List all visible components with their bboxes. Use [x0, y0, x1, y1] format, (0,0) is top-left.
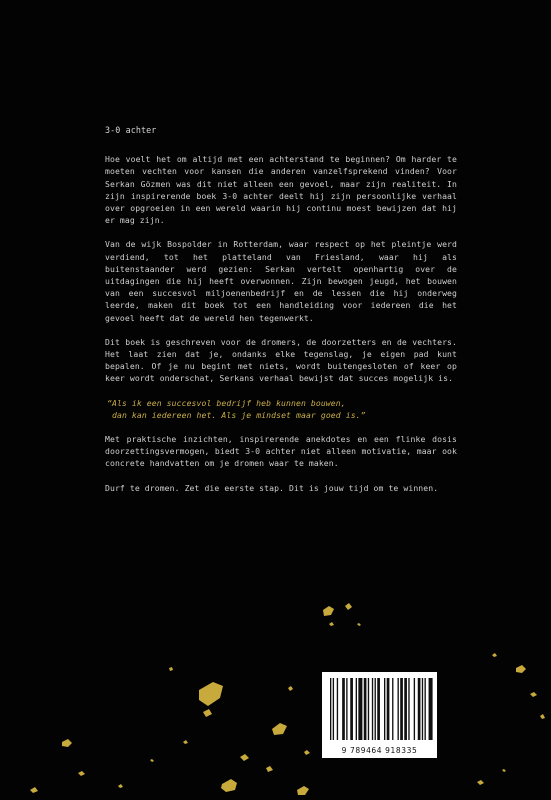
gold-flake	[62, 739, 72, 747]
barcode-bar	[350, 678, 353, 740]
barcode-bars	[322, 672, 437, 746]
gold-flake	[530, 692, 537, 697]
barcode-bar	[384, 678, 385, 740]
gold-flake	[516, 665, 526, 673]
barcode-bar	[346, 678, 347, 740]
gold-flake	[297, 786, 309, 795]
barcode-bar	[330, 678, 331, 740]
gold-flake	[323, 606, 334, 616]
gold-flake	[169, 667, 173, 671]
gold-flake	[240, 754, 249, 761]
author-quote	[105, 397, 457, 421]
gold-flake	[329, 622, 334, 626]
barcode-bar	[408, 678, 409, 740]
barcode-bar	[372, 678, 373, 740]
gold-flake	[477, 780, 484, 785]
barcode-bar	[333, 678, 334, 740]
back-cover-text	[105, 124, 457, 506]
gold-flake	[150, 759, 154, 762]
gold-flake	[118, 784, 123, 788]
barcode-bar	[404, 678, 407, 740]
book-title: 3-0 achter	[105, 125, 157, 135]
barcode-bar	[377, 678, 380, 740]
barcode-bar	[392, 678, 393, 740]
barcode-bar	[429, 678, 433, 740]
isbn-number: 9 789464 918335	[341, 746, 418, 755]
blurb-paragraph-3: Dit boek is geschreven voor de dromers, de doorzetters en de vechters. Het laat zien dat je, ondanks elke tegenslag, je eigen pad kunt bepalen. Of je nu begint met niets, wordt buitengesloten of keer op keer wordt onderschat, Serkans verhaal bewijst dat succes mogelijk is.	[105, 336, 457, 384]
barcode-bar	[425, 678, 426, 740]
blurb-paragraph-4: Met praktische inzichten, inspirerende anekdotes en een flinke dosis doorzettingsvermogen, biedt 3-0 achter niet alleen motivatie, maar ook concrete handvatten om je dromen waar te maken.	[105, 434, 457, 469]
gold-flake	[288, 686, 293, 691]
quote-line-2: dan kan iedereen het. Als je mindset maar goed is.”	[112, 409, 366, 420]
barcode-bar	[400, 678, 403, 740]
gold-flake	[30, 787, 38, 793]
blurb-paragraph-1: Hoe voelt het om altijd met een achterstand te beginnen? Om harder te moeten vechten voor kansen die anderen vanzelfsprekend vinden? Voor Serkan Gözmen was dit niet alleen een gevoel, maar zijn realiteit. In zijn inspirerende boek 3-0 achter deelt hij zijn persoonlijke verhaal over opgroeien in een wereld waarin hij continu moest bewijzen dat hij er mag zijn.	[105, 154, 457, 226]
barcode-bar	[337, 678, 338, 740]
gold-flake	[272, 723, 287, 735]
gold-flake	[540, 714, 545, 719]
gold-flake	[492, 653, 497, 657]
gold-flake	[199, 682, 223, 706]
gold-flake	[221, 779, 237, 792]
barcode-bar	[375, 678, 376, 740]
gold-flake	[304, 750, 310, 755]
barcode-bar	[422, 678, 423, 740]
gold-flake	[502, 769, 506, 772]
barcode-bar	[414, 678, 415, 740]
quote-line-1: “Als ik een succesvol bedrijf heb kunnen bouwen,	[107, 397, 346, 408]
isbn-barcode	[322, 672, 437, 758]
barcode-bar	[364, 678, 367, 740]
gold-flake	[183, 740, 188, 744]
gold-flake	[266, 766, 273, 772]
gold-flake	[203, 709, 212, 717]
gold-flake	[345, 603, 352, 610]
gold-flake	[78, 771, 85, 776]
barcode-bar	[387, 678, 390, 740]
barcode-bar	[418, 678, 421, 740]
barcode-bar	[398, 678, 399, 740]
barcode-bar	[342, 678, 345, 740]
gold-flake	[357, 623, 361, 626]
blurb-paragraph-2: Van de wijk Bospolder in Rotterdam, waar respect op het pleintje werd verdiend, tot het platteland van Friesland, waar hij als buitenstaander werd gezien: Serkan vertelt openhartig over de uitdagingen die hij heeft overwonnen. Zijn bewogen jeugd, het bouwen van een succesvol miljoenenbedrijf en de lessen die hij onderweg leerde, maken dit boek tot een handleiding voor iedereen die het gevoel heeft dat de wereld hen tegenwerkt.	[105, 239, 457, 323]
barcode-bar	[356, 678, 357, 740]
barcode-bar	[368, 678, 369, 740]
blurb-paragraph-5: Durf te dromen. Zet die eerste stap. Dit is jouw tijd om te winnen.	[105, 482, 439, 493]
barcode-bar	[358, 678, 362, 740]
